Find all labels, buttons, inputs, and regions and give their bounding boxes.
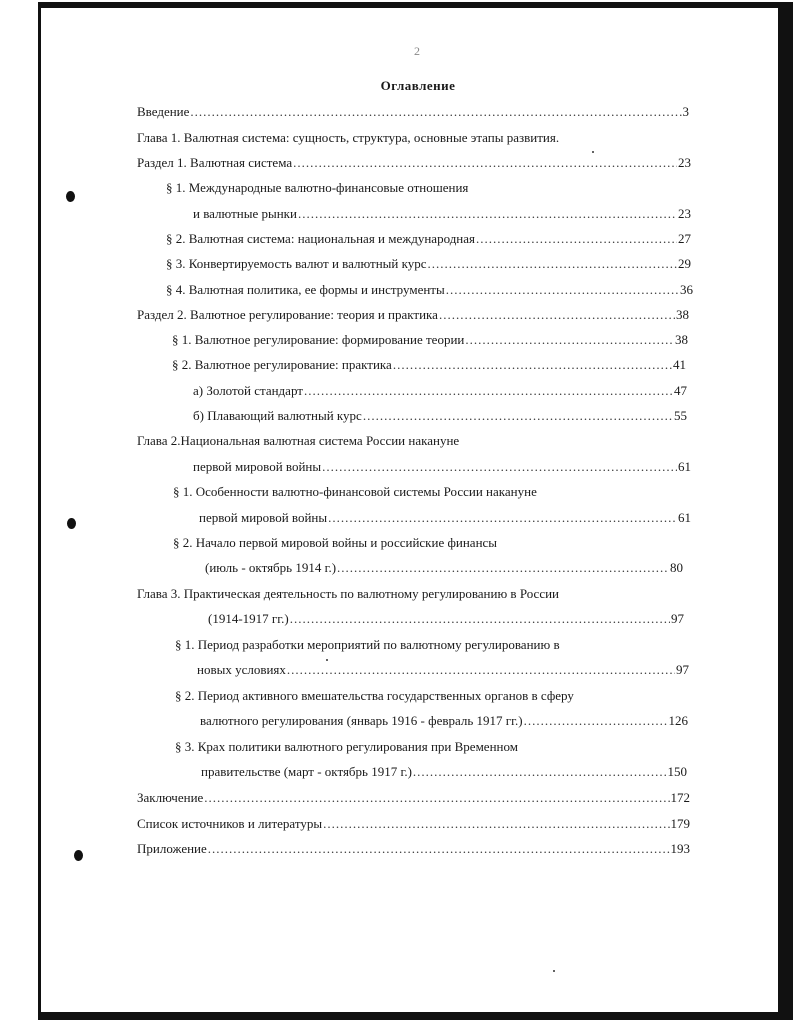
toc-entry-label: б) Плавающий валютный курс xyxy=(193,408,362,423)
toc-entry-page: 29 xyxy=(678,256,691,271)
toc-entry-label: Приложение xyxy=(137,841,207,856)
toc-entry-page: 193 xyxy=(670,841,690,856)
toc-entry-page: 179 xyxy=(670,816,690,831)
toc-leader xyxy=(476,230,677,248)
toc-entry-label: § 4. Валютная политика, ее формы и инструменты xyxy=(166,282,445,297)
toc-entry-page: 97 xyxy=(676,662,689,677)
toc-heading-label: Глава 1. Валютная система: сущность, структура, основные этапы развития. xyxy=(137,130,560,145)
toc-entry-page: 172 xyxy=(670,790,690,805)
toc-leader xyxy=(337,559,669,577)
toc-leader xyxy=(524,712,668,730)
toc-subheading xyxy=(173,534,673,552)
page-number: 2 xyxy=(414,44,420,58)
toc-entry-page: 61 xyxy=(678,459,691,474)
toc-entry xyxy=(172,356,686,374)
toc-entry-page: 38 xyxy=(675,332,688,347)
toc-leader xyxy=(428,255,677,273)
toc-entry xyxy=(166,255,691,273)
toc-entry-label: правительстве (март - октябрь 1917 г.) xyxy=(201,764,412,779)
toc-entry xyxy=(137,789,690,807)
binder-hole-top xyxy=(66,191,75,202)
toc-entry-label: Раздел 2. Валютное регулирование: теория и практика xyxy=(137,307,438,322)
toc-entry-label: § 1. Валютное регулирование: формирование теории xyxy=(172,332,465,347)
toc-subheading-label: § 1. Период разработки мероприятий по валютному регулированию в xyxy=(175,637,560,652)
toc-leader xyxy=(323,815,669,833)
toc-heading-label: Глава 3. Практическая деятельность по валютному регулированию в России xyxy=(137,586,559,601)
toc-subheading xyxy=(175,636,695,654)
toc-entry-label: § 3. Конвертируемость валют и валютный курс xyxy=(166,256,427,271)
toc-entry-label: Заключение xyxy=(137,790,204,805)
toc-entry xyxy=(193,458,691,476)
scan-speck xyxy=(553,970,555,972)
toc-subheading-label: § 1. Особенности валютно-финансовой системы России накануне xyxy=(173,484,537,499)
toc-entry-label: валютного регулирования (январь 1916 - февраль 1917 гг.) xyxy=(200,713,523,728)
toc-leader xyxy=(290,610,670,628)
toc-leader xyxy=(363,407,673,425)
toc-entry xyxy=(200,712,688,730)
toc-entry-label: а) Золотой стандарт xyxy=(193,383,303,398)
toc-entry xyxy=(137,103,689,121)
toc-entry-label: первой мировой войны xyxy=(193,459,322,474)
binder-hole-middle xyxy=(67,518,76,529)
toc-heading-label: Глава 2.Национальная валютная система России накануне xyxy=(137,433,460,448)
scan-border-top xyxy=(40,2,793,8)
toc-entry xyxy=(137,840,690,858)
toc-subheading-label: § 2. Начало первой мировой войны и российские финансы xyxy=(173,535,498,550)
toc-subheading xyxy=(166,179,666,197)
toc-leader xyxy=(446,281,679,299)
toc-entry xyxy=(193,382,687,400)
toc-subheading xyxy=(173,483,673,501)
toc-entry-page: 23 xyxy=(678,206,691,221)
toc-leader xyxy=(190,103,681,121)
toc-entry xyxy=(137,306,689,324)
toc-entry-page: 97 xyxy=(671,611,684,626)
toc-leader xyxy=(293,154,677,172)
toc-heading xyxy=(137,432,657,450)
toc-entry-page: 23 xyxy=(678,155,691,170)
toc-subheading xyxy=(175,738,695,756)
toc-leader xyxy=(328,509,677,527)
toc-leader xyxy=(304,382,673,400)
toc-entry-label: новых условиях xyxy=(197,662,286,677)
toc-entry xyxy=(137,815,690,833)
toc-entry-page: 36 xyxy=(680,282,693,297)
toc-entry-page: 126 xyxy=(668,713,688,728)
toc-title: Оглавление xyxy=(380,78,456,93)
toc-entry-label: и валютные рынки xyxy=(193,206,297,221)
toc-entry-page: 150 xyxy=(667,764,687,779)
toc-entry xyxy=(205,559,683,577)
toc-entry xyxy=(193,407,687,425)
scan-speck xyxy=(592,151,594,153)
toc-leader xyxy=(413,763,667,781)
toc-leader xyxy=(204,789,669,807)
toc-leader xyxy=(439,306,675,324)
toc-entry-page: 38 xyxy=(676,307,689,322)
toc-entry-label: Раздел 1. Валютная система xyxy=(137,155,293,170)
toc-entry-label: § 2. Валютное регулирование: практика xyxy=(172,357,392,372)
scan-border-bottom xyxy=(38,1012,793,1020)
toc-entry xyxy=(137,154,691,172)
toc-entry-page: 27 xyxy=(678,231,691,246)
toc-entry xyxy=(166,230,691,248)
toc-entry xyxy=(208,610,684,628)
toc-entry-page: 55 xyxy=(674,408,687,423)
toc-leader xyxy=(322,458,677,476)
toc-leader xyxy=(465,331,674,349)
scan-border-right xyxy=(778,2,793,1020)
scan-border-left xyxy=(38,2,41,1020)
toc-entry xyxy=(197,661,689,679)
toc-subheading xyxy=(175,687,695,705)
toc-heading xyxy=(137,585,697,603)
toc-leader xyxy=(393,356,672,374)
toc-entry xyxy=(166,281,693,299)
toc-entry-label: (1914-1917 гг.) xyxy=(208,611,289,626)
toc-entry xyxy=(199,509,691,527)
toc-entry-label: первой мировой войны xyxy=(199,510,328,525)
toc-subheading-label: § 1. Международные валютно-финансовые отношения xyxy=(166,180,469,195)
toc-entry-label: § 2. Валютная система: национальная и международная xyxy=(166,231,476,246)
toc-subheading-label: § 3. Крах политики валютного регулирования при Временном xyxy=(175,739,518,754)
toc-entry xyxy=(172,331,688,349)
toc-entry-page: 61 xyxy=(678,510,691,525)
toc-entry xyxy=(193,205,691,223)
toc-entry-page: 41 xyxy=(673,357,686,372)
toc-entry-label: (июль - октябрь 1914 г.) xyxy=(205,560,337,575)
toc-entry-page: 47 xyxy=(674,383,687,398)
toc-leader xyxy=(287,661,675,679)
toc-leader xyxy=(208,840,670,858)
binder-hole-bottom xyxy=(74,850,83,861)
toc-entry-page: 3 xyxy=(682,104,689,119)
toc-entry-label: Список источников и литературы xyxy=(137,816,323,831)
toc-leader xyxy=(298,205,677,223)
toc-subheading-label: § 2. Период активного вмешательства государственных органов в сферу xyxy=(175,688,574,703)
toc-entry-page: 80 xyxy=(670,560,683,575)
toc-heading xyxy=(137,129,697,147)
toc-entry xyxy=(201,763,687,781)
toc-entry-label: Введение xyxy=(137,104,190,119)
